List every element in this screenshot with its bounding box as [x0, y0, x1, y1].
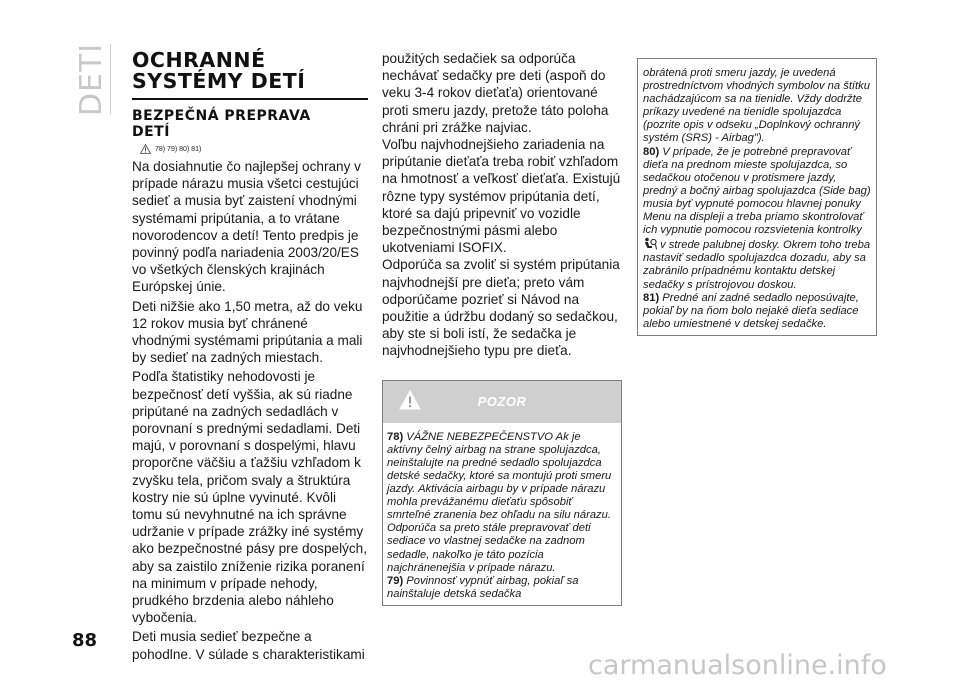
- warning-number: 79): [387, 574, 404, 587]
- column-1: [132, 50, 368, 663]
- paragraph: Na dosiahnutie čo najlepšej ochrany v prípade nárazu musia všetci cestujúci sedieť a musia byť zaistení vhodnými systémami pripútania, a to vrátane novorodencov a detí! Tento predpis je povinný podľa nariadenia 2003/20/ES vo všetkých členských krajinách Európskej únie.: [132, 159, 361, 295]
- warning-triangle-icon: [399, 390, 421, 410]
- paragraph: Voľbu najvhodnejšieho zariadenia na pripútanie dieťaťa treba robiť vzhľadom na hmotnosť a veľkosť dieťaťa. Existujú rôzne typy systémov pripútania detí, ktoré sa dajú pripevniť vo vozidle bezpečnostnými pásmi alebo ukotveniami ISOFIX.: [382, 137, 621, 256]
- warning-number: 81): [643, 291, 660, 304]
- warning-item-79: [387, 575, 617, 601]
- paragraph: Odporúča sa zvoliť si systém pripútania najvhodnejší pre dieťa; preto vám odporúčame pozrieť si Návod na použitie a údržbu dodaný so sedačkou, aby ste si boli istí, že sedačka je najvhodnejšieho typu pre dieťa.: [382, 257, 620, 359]
- warning-item-80: [643, 146, 871, 292]
- column-3: [637, 50, 877, 336]
- warning-triangle-icon: [140, 144, 151, 154]
- section-tab-divider: [110, 44, 111, 114]
- warning-body: [383, 423, 621, 605]
- section-title-line2: DETÍ: [132, 124, 170, 140]
- warning-number: 80): [643, 145, 660, 158]
- warning-text: V prípade, že je potrebné prepravovať dieťa na prednom mieste spolujazdca, so sedačkou otočenou v protismere jazdy, predný a bočný airbag spolujazdca (Side bag) musia byť vypnuté pomocou hlavnej ponuky Menu na displeji a treba priamo skontrolovať ich vypnutie pomocou rozsvietenia kontrolky: [643, 145, 871, 237]
- column-2: [382, 50, 622, 606]
- paragraph: Deti musia sedieť bezpečne a pohodlne. V súlade s charakteristikami: [132, 629, 365, 662]
- airbag-off-warning-light-icon: [643, 237, 657, 250]
- warning-continuation: obrátená proti smeru jazdy, je uvedená prostredníctvom vhodných symbolov na štítku nachádzajúcom sa na tienidle. Vždy dodržte príkazy uvedené na tienidle spolujazdca (pozrite opis v odseku „Doplnkový ochranný systém (SRS) - Airbag").: [643, 67, 870, 145]
- warning-box-continued: [637, 58, 877, 336]
- warning-references: [132, 142, 368, 156]
- warning-item-81: [643, 292, 871, 331]
- warning-text: VÁŽNE NEBEZPEČENSTVO Ak je aktívny čelný airbag na strane spolujazdca, neinštalujte na predné sedadlo spolujazdca detské sedačky, ktoré sa montujú proti smeru jazdy. Aktivácia airbagu by v prípade nárazu mohla prevážanému dieťaťu spôsobiť smrteľné zranenia bez ohľadu na silu nárazu. Odporúča sa preto stále prepravovať deti sediace vo vlastnej sedačke na zadnom sedadle, nakoľko je táto pozícia najchránenejšia v prípade nárazu.: [387, 430, 612, 574]
- section-tab: [72, 44, 112, 114]
- warning-number: 78): [387, 430, 404, 443]
- section-tab-label: DETI: [74, 42, 110, 116]
- warning-box: [382, 380, 622, 606]
- chapter-title-line2: SYSTÉMY DETÍ: [132, 69, 306, 93]
- paragraph: Deti nižšie ako 1,50 metra, až do veku 12 rokov musia byť chránené vhodnými systémami pripútania a mali by sedieť na zadných miestach.: [132, 298, 363, 366]
- warning-title: POZOR: [477, 394, 527, 410]
- warning-reference-numbers: 78) 79) 80) 81): [155, 145, 202, 153]
- watermark: carmanualsonline.info: [588, 650, 887, 681]
- chapter-title: [132, 50, 368, 100]
- warning-header: [383, 381, 621, 423]
- section-title-line1: BEZPEČNÁ PREPRAVA: [132, 108, 311, 124]
- warning-text: v strede palubnej dosky. Okrem toho treba nastaviť sedadlo spolujazdca dozadu, aby sa zabránilo prípadnému kontaktu detskej sedačky s prístrojovou doskou.: [643, 239, 871, 291]
- chapter-title-line1: OCHRANNÉ: [132, 48, 266, 72]
- warning-text: Predné ani zadné sedadlo neposúvajte, pokiaľ by na ňom bolo nejaké dieťa sediace alebo umiestnené v detskej sedačke.: [643, 291, 859, 330]
- paragraph: použitých sedačiek sa odporúča nechávať sedačky pre deti (aspoň do veku 3-4 rokov dieťaťa) orientované proti smeru jazdy, pretože táto poloha chráni pri zrážke najviac.: [382, 51, 609, 135]
- warning-text: Povinnosť vypnúť airbag, pokiaľ sa nainštaluje detská sedačka: [387, 574, 579, 600]
- warning-item-78: [387, 431, 617, 575]
- page-number: 88: [72, 630, 98, 651]
- paragraph: Podľa štatistiky nehodovosti je bezpečnosť detí vyššia, ak sú riadne pripútané na zadných sedadlách v porovnaní s prednými sedadlami. Deti majú, v porovnaní s dospelými, hlavu proporčne väčšiu a ťažšiu vzhľadom k zvyšku tela, pričom svaly a štruktúra kostry nie sú úplne vyvinuté. Kvôli tomu sú nevyhnutné na ich správne udržanie v prípade zrážky iné systémy ako bezpečnostné pásy pre dospelých, aby sa zaistilo zníženie rizika poranení na minimum v prípade nehody, prudkého brzdenia alebo náhleho vybočenia.: [132, 369, 368, 626]
- section-title: [132, 108, 368, 140]
